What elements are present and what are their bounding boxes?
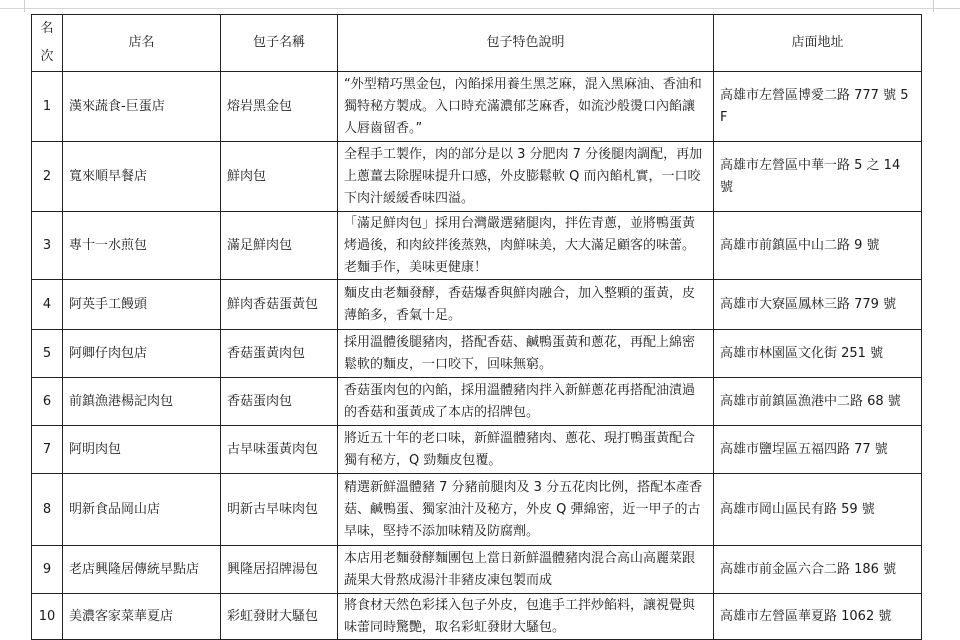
address-cell: 高雄市岡山區民有路 59 號	[714, 474, 922, 546]
store-name-cell: 前鎮漁港楊記肉包	[63, 378, 221, 426]
bun-name-cell: 香菇蛋肉包	[221, 378, 338, 426]
rank-cell: 8	[32, 474, 63, 546]
description-cell: 精選新鮮溫體豬 7 分豬前腿肉及 3 分五花肉比例，搭配本產香菇、鹹鴨蛋、獨家油汁及秘方，外皮 Q 彈綿密，近一甲子的古早味，堅持不添加味精及防腐劑。	[338, 474, 714, 546]
top-divider-line	[0, 8, 960, 9]
table-row	[32, 426, 922, 474]
bun-name-cell: 興隆居招牌湯包	[221, 546, 338, 594]
store-name-cell: 專十一水煎包	[63, 212, 221, 280]
rank-column-header: 名次	[32, 15, 63, 72]
store-name-cell: 美濃客家菜華夏店	[63, 594, 221, 640]
table-row	[32, 378, 922, 426]
description-cell: 採用溫體後腿豬肉，搭配香菇、鹹鴨蛋黃和蔥花，再配上綿密鬆軟的麵皮，一口咬下，回味無窮。	[338, 330, 714, 378]
store-name-cell: 阿明肉包	[63, 426, 221, 474]
bun-name-cell: 熔岩黑金包	[221, 72, 338, 142]
address-cell: 高雄市大寮區鳳林三路 779 號	[714, 280, 922, 330]
table-row	[32, 474, 922, 546]
rank-cell: 3	[32, 212, 63, 280]
description-cell: 麵皮由老麵發酵，香菇爆香與鮮肉融合，加入整顆的蛋黃，皮薄餡多，香氣十足。	[338, 280, 714, 330]
bun-name-cell: 鮮肉香菇蛋黃包	[221, 280, 338, 330]
page-corner-mark-left	[24, 0, 25, 12]
table-row	[32, 594, 922, 640]
address-cell: 高雄市前金區六合二路 186 號	[714, 546, 922, 594]
address-cell: 高雄市前鎮區中山二路 9 號	[714, 212, 922, 280]
rank-cell: 9	[32, 546, 63, 594]
store-name-cell: 阿卿仔肉包店	[63, 330, 221, 378]
bun-name-cell: 彩虹發財大騷包	[221, 594, 338, 640]
description-cell: 將近五十年的老口味，新鮮溫體豬肉、蔥花、現打鴨蛋黃配合獨有秘方，Q 勁麵皮包覆。	[338, 426, 714, 474]
bun-name-cell: 鮮肉包	[221, 142, 338, 212]
table-row	[32, 280, 922, 330]
rank-cell: 6	[32, 378, 63, 426]
description-cell: 全程手工製作，肉的部分是以 3 分肥肉 7 分後腿肉調配，再加上蔥薑去除腥味提升口感，外皮膨鬆軟 Q 而內餡札實，一口咬下肉汁緩緩香味四溢。	[338, 142, 714, 212]
address-cell: 高雄市前鎮區漁港中二路 68 號	[714, 378, 922, 426]
address-cell: 高雄市左營區中華一路 5 之 14 號	[714, 142, 922, 212]
rank-cell: 5	[32, 330, 63, 378]
rank-cell: 7	[32, 426, 63, 474]
table-row	[32, 330, 922, 378]
description-cell: 香菇蛋肉包的內餡，採用溫體豬肉拌入新鮮蔥花再搭配油漬過的香菇和蛋黃成了本店的招牌包。	[338, 378, 714, 426]
bun-name-cell: 香菇蛋黃肉包	[221, 330, 338, 378]
store-name-cell: 阿英手工饅頭	[63, 280, 221, 330]
table-row	[32, 72, 922, 142]
description-column-header: 包子特色說明	[338, 15, 714, 72]
address-cell: 高雄市林園區文化街 251 號	[714, 330, 922, 378]
description-cell: 「滿足鮮肉包」採用台灣嚴選豬腿肉，拌佐青蔥，並將鴨蛋黃烤過後，和肉絞拌後蒸熟，肉鮮味美，大大滿足顧客的味蕾。老麵手作，美味更健康！	[338, 212, 714, 280]
store-name-cell: 漢來蔬食-巨蛋店	[63, 72, 221, 142]
table-row	[32, 142, 922, 212]
address-column-header: 店面地址	[714, 15, 922, 72]
bun-shop-ranking-table	[31, 14, 922, 640]
page-corner-mark-right	[933, 0, 934, 12]
description-cell: “外型精巧黑金包，內餡採用養生黑芝麻，混入黑麻油、香油和獨特秘方製成。入口時充滿濃郁芝麻香，如流沙般燙口內餡讓人唇齒留香。”	[338, 72, 714, 142]
right-margin-mark	[936, 8, 960, 9]
table-row	[32, 212, 922, 280]
bun-name-cell: 古早味蛋黃肉包	[221, 426, 338, 474]
address-cell: 高雄市左營區華夏路 1062 號	[714, 594, 922, 640]
table-header-row	[32, 15, 922, 72]
store-column-header: 店名	[63, 15, 221, 72]
description-cell: 將食材天然色彩揉入包子外皮，包進手工拌炒餡料，讓視覺與味蕾同時驚艷，取名彩虹發財大騷包。	[338, 594, 714, 640]
store-name-cell: 寬來順早餐店	[63, 142, 221, 212]
bun-name-column-header: 包子名稱	[221, 15, 338, 72]
rank-cell: 4	[32, 280, 63, 330]
rank-cell: 2	[32, 142, 63, 212]
table-row	[32, 546, 922, 594]
store-name-cell: 老店興隆居傳統早點店	[63, 546, 221, 594]
description-cell: 本店用老麵發酵麵團包上當日新鮮溫體豬肉混合高山高麗菜跟蔬果大骨熬成湯汁非豬皮凍包製而成	[338, 546, 714, 594]
bun-name-cell: 明新古早味肉包	[221, 474, 338, 546]
address-cell: 高雄市鹽埕區五福四路 77 號	[714, 426, 922, 474]
address-cell: 高雄市左營區博愛二路 777 號 5F	[714, 72, 922, 142]
rank-cell: 10	[32, 594, 63, 640]
store-name-cell: 明新食品岡山店	[63, 474, 221, 546]
bun-name-cell: 滿足鮮肉包	[221, 212, 338, 280]
rank-cell: 1	[32, 72, 63, 142]
